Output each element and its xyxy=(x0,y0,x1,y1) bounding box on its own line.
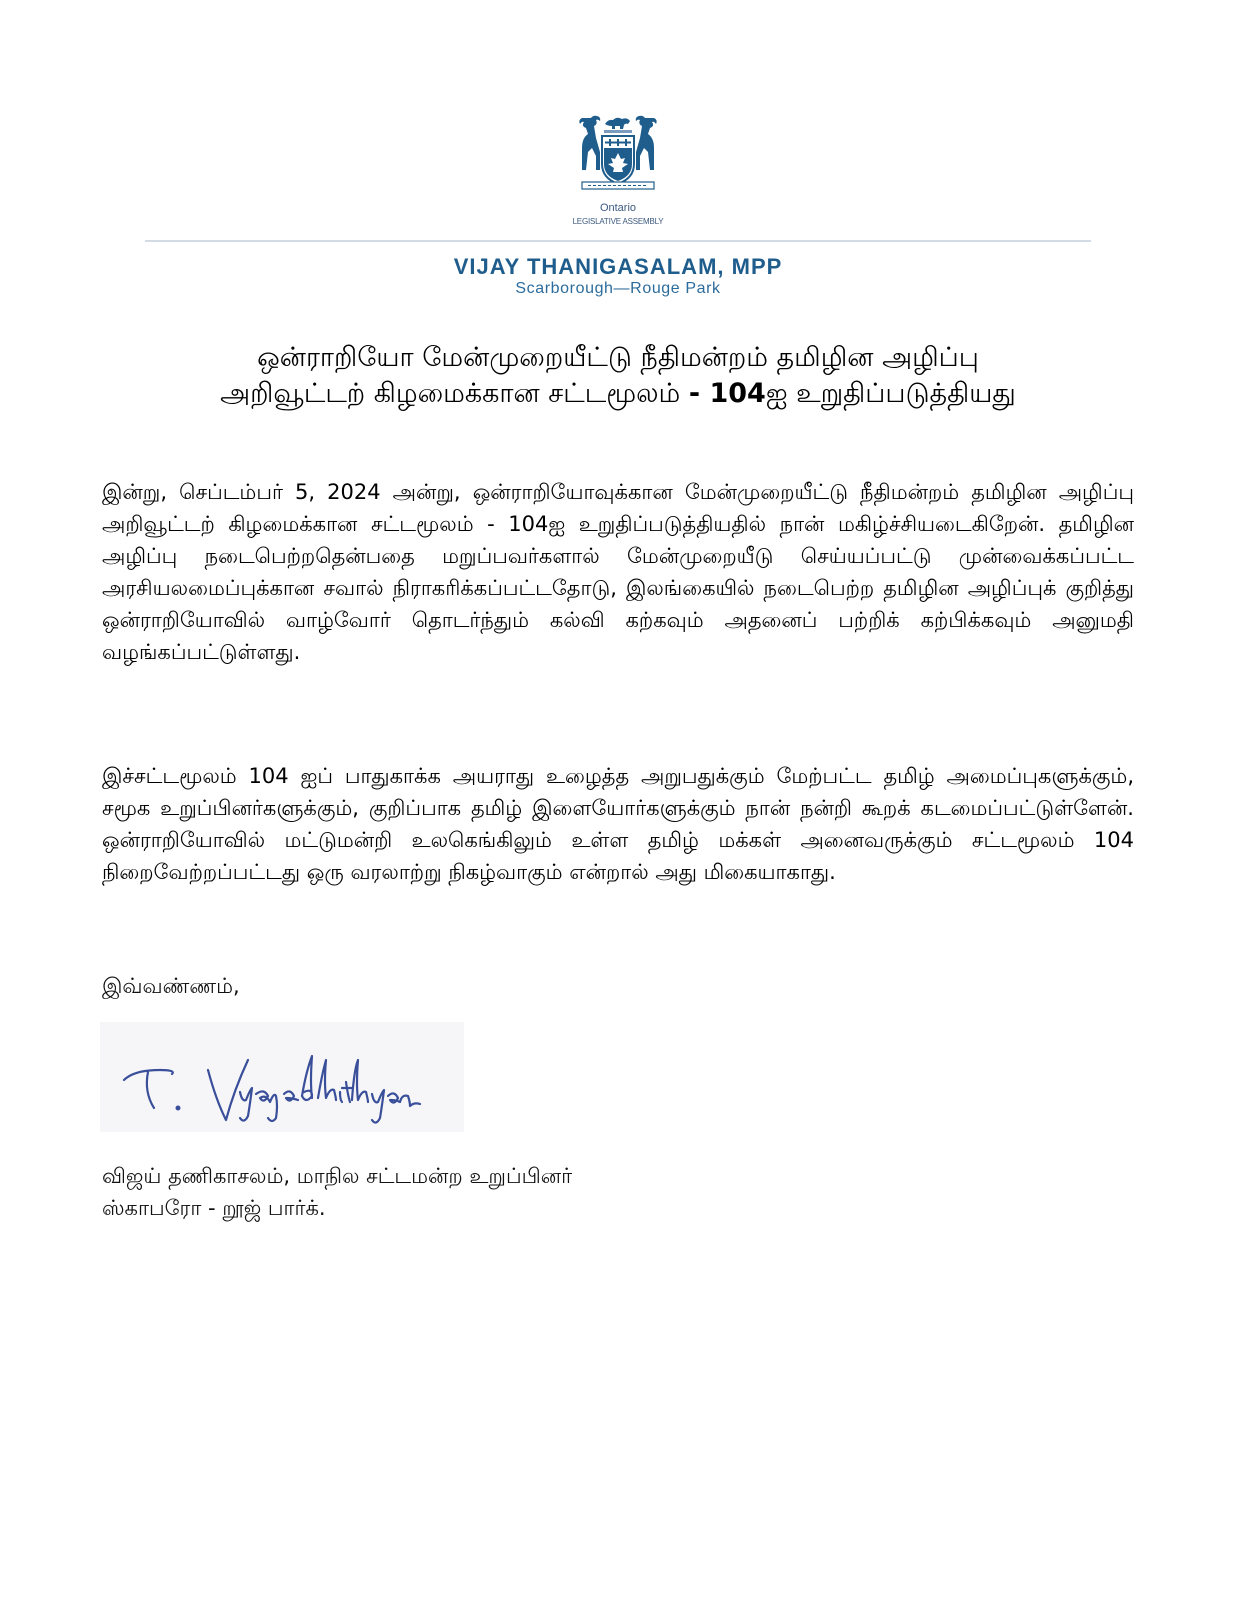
signer-name-title: விஜய் தணிகாசலம், மாநில சட்டமன்ற உறுப்பினர் xyxy=(102,1164,573,1188)
headline-line1: ஒன்ராறியோ மேன்முறையீட்டு நீதிமன்றம் தமிழின அழிப்பு xyxy=(257,342,979,373)
crest-caption xyxy=(0,202,1236,228)
headline-line2 xyxy=(120,376,1116,412)
letterhead xyxy=(0,112,1236,228)
crest-caption-line1: Ontario xyxy=(599,202,637,214)
ontario-crest-icon xyxy=(568,112,668,202)
letterhead-divider xyxy=(145,240,1091,242)
headline-line2-post: ஐ உறுதிப்படுத்தியது xyxy=(765,378,1016,409)
headline-bill-number: - 104 xyxy=(688,378,766,409)
handwritten-signature-icon xyxy=(100,1022,464,1132)
signer-riding: ஸ்காபரோ - றூஜ் பார்க். xyxy=(102,1196,326,1220)
headline-line2-pre: அறிவூட்டற் கிழமைக்கான சட்டமூலம் xyxy=(220,378,689,409)
body-paragraph-1: இன்று, செப்டம்பர் 5, 2024 அன்று, ஒன்ராறியோவுக்கான மேன்முறையீட்டு நீதிமன்றம் தமிழின அழிப்பு அறிவூட்டற் கிழமைக்கான சட்டமூலம் - 104ஐ உறுதிப்படுத்தியதில் நான் மகிழ்ச்சியடைகிறேன். தமிழின அழிப்பு நடைபெற்றதென்பதை மறுப்பவர்களால் மேன்முறையீடு செய்யப்பட்டு முன்வைக்கப்பட்ட அரசியலமைப்புக்கான சவால் நிராகரிக்கப்பட்டதோடு, இலங்கையில் நடைபெற்ற தமிழின அழிப்புக் குறித்து ஒன்ராறியோவில் வாழ்வோர் தொடர்ந்தும் கல்வி கற்கவும் அதனைப் பற்றிக் கற்பிக்கவும் அனுமதி வழங்கப்பட்டுள்ளது. xyxy=(102,480,1134,664)
headline xyxy=(120,340,1116,412)
crest-caption-line2: LEGISLATIVE ASSEMBLY xyxy=(572,217,664,226)
body-paragraph-2: இச்சட்டமூலம் 104 ஐப் பாதுகாக்க அயராது உழைத்த அறுபதுக்கும் மேற்பட்ட தமிழ் அமைப்புகளுக்கும், சமூக உறுப்பினர்களுக்கும், குறிப்பாக தமிழ் இளையோர்களுக்கும் நான் நன்றி கூறக் கடமைப்பட்டுள்ளேன். ஒன்ராறியோவில் மட்டுமன்றி உலகெங்கிலும் உள்ள தமிழ் மக்கள் அனைவருக்கும் சட்டமூலம் 104 நிறைவேற்றப்பட்டது ஒரு வரலாற்று நிகழ்வாகும் என்றால் அது மிகையாகாது. xyxy=(102,764,1134,884)
mpp-name: VIJAY THANIGASALAM, MPP xyxy=(453,254,783,279)
closing-salutation: இவ்வண்ணம், xyxy=(102,974,240,998)
riding-name: Scarborough—Rouge Park xyxy=(515,280,721,297)
signature-image xyxy=(100,1022,464,1132)
